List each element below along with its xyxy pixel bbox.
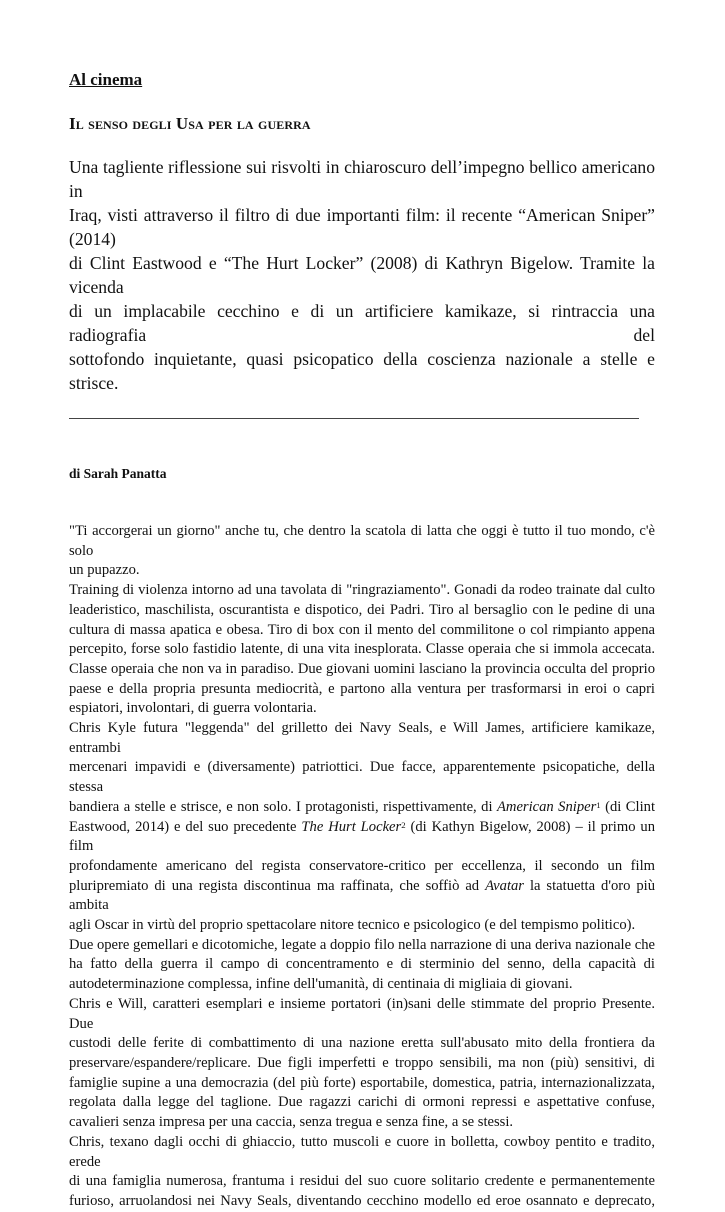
text-segment: Training di violenza intorno ad una tavolata di "ringraziamento". Gonadi da rodeo trainate dal culto [69, 582, 655, 599]
text-segment: sottofondo inquietante, quasi psicopatico della coscienza nazionale a stelle e strisce. [69, 349, 655, 393]
text-segment: un pupazzo. [69, 562, 140, 579]
text-line [69, 680, 655, 700]
text-segment: Classe operaia che non va in paradiso. Due giovani uomini lasciano la provincia occulta del proprio [69, 660, 655, 677]
text-segment: bandiera a stelle e strisce, e non solo. I protagonisti, rispettivamente, di [69, 798, 497, 815]
text-segment: furioso, arruolandosi nei Navy Seals, diventando cecchino modello ed eroe osannato e deprecato, [69, 1192, 655, 1209]
footnote-ref: 1 [596, 800, 601, 811]
text-line [69, 1133, 655, 1172]
footnote-ref: 2 [401, 819, 406, 830]
text-line [69, 522, 655, 561]
text-line [69, 936, 655, 956]
text-line [69, 1093, 655, 1113]
article-abstract [69, 155, 655, 395]
text-line [69, 916, 655, 936]
text-segment: preservare/espandere/replicare. Due figli imperfetti e troppo sensibili, ma non (più) sensitivi, di [69, 1054, 655, 1071]
text-line [69, 1192, 655, 1212]
text-segment: profondamente americano del regista conservatore-critico per eccellenza, il secondo un film [69, 857, 655, 874]
text-segment: Eastwood, 2014) e del suo precedente [69, 818, 302, 835]
text-line [69, 640, 655, 660]
text-segment: di Clint Eastwood e “The Hurt Locker” (2008) di Kathryn Bigelow. Tramite la vicenda [69, 253, 655, 297]
article-headline: Il senso degli Usa per la guerra [69, 114, 311, 133]
text-line [69, 877, 655, 916]
separator-rule [69, 418, 639, 419]
author-byline: di Sarah Panatta [69, 466, 167, 481]
film-title: American Sniper [496, 798, 597, 815]
text-segment: (di Kathyn Bigelow, 2008) – il primo un film [69, 818, 655, 855]
film-title: The Hurt Locker [301, 818, 402, 835]
film-title: Avatar [485, 877, 524, 894]
text-line [69, 818, 655, 857]
text-segment: "Ti accorgerai un giorno" anche tu, che dentro la scatola di latta che oggi è tutto il tuo mondo, c'è solo [69, 523, 655, 559]
text-line [69, 758, 655, 797]
text-segment: Chris, texano dagli occhi di ghiaccio, tutto muscoli e cuore in bolletta, cowboy pentito e tradito, erede [69, 1133, 655, 1170]
text-segment: pluripremiato di una regista discontinua ma raffinata, che soffiò ad [69, 877, 486, 894]
text-segment: Chris e Will, caratteri esemplari e insieme portatori (in)sani delle stimmate del proprio Presente. Due [69, 995, 655, 1032]
text-line [69, 601, 655, 621]
text-line [69, 299, 655, 347]
text-line [69, 719, 655, 758]
text-line [69, 1113, 655, 1133]
text-segment: cavalieri senza impresa per una caccia, senza tregua e senza fine, a se stessi. [69, 1114, 514, 1131]
text-line [69, 1172, 655, 1192]
text-segment: (di Clint [600, 798, 655, 815]
text-line [69, 561, 655, 581]
text-segment: di un implacabile cecchino e di un artificiere kamikaze, si rintraccia una radiografia del [69, 301, 655, 345]
text-line [69, 251, 655, 299]
text-segment: paese e della propria presunta mediocrità, e partono alla ventura per trasformarsi in eroi o capri [69, 680, 655, 697]
text-segment: autodeterminazione complessa, infine dell'umanità, di centinaia di migliaia di giovani. [69, 976, 573, 993]
text-line [69, 347, 655, 395]
text-line [69, 203, 655, 251]
text-line [69, 155, 655, 203]
text-line [69, 975, 655, 995]
text-segment: cultura di massa apatica e obesa. Tiro di box con il mento del commilitone o col rimpianto appena [69, 621, 655, 638]
text-segment: Chris Kyle futura "leggenda" del grilletto dei Navy Seals, e Will James, artificiere kamikaze, entrambi [69, 720, 655, 756]
text-line [69, 1074, 655, 1094]
text-line [69, 1054, 655, 1074]
text-line [69, 955, 655, 975]
article-body [69, 522, 655, 1212]
section-label: Al cinema [69, 70, 143, 89]
text-line [69, 995, 655, 1034]
text-segment: espiatori, involontari, di guerra volontaria. [69, 700, 317, 717]
text-line [69, 621, 655, 641]
text-segment: Una tagliente riflessione sui risvolti in chiaroscuro dell’impegno bellico americano in [69, 157, 655, 201]
text-segment: leaderistico, maschilista, oscurantista e dispotico, dei Padri. Tiro al bersaglio con le pedine di una [69, 601, 655, 618]
text-segment: famiglie supine a una democrazia (del più forte) esportabile, domestica, patria, internazionalizzata, [69, 1074, 655, 1091]
text-segment: la statuetta d'oro più ambita [69, 877, 656, 914]
text-segment: regolata dalla legge del taglione. Due ragazzi carichi di ormoni repressi e aspettative confuse, [69, 1094, 655, 1111]
text-segment: Iraq, visti attraverso il filtro di due importanti film: il recente “American Sniper” (2014) [69, 205, 655, 249]
text-segment: mercenari impavidi e (diversamente) patriottici. Due facce, apparentemente psicopatiche, della stessa [69, 759, 655, 796]
text-line [69, 798, 655, 818]
text-segment: percepito, forse solo fastidio latente, di una vita inesplorata. Classe operaia che si immola accecata. [69, 641, 655, 658]
text-segment: ha fatto della guerra il campo di concentramento e di sterminio del senno, della capacità di [69, 956, 655, 973]
text-line [69, 1034, 655, 1054]
text-line [69, 857, 655, 877]
text-segment: agli Oscar in virtù del proprio spettacolare nitore tecnico e psicologico (e del tempismo politico). [69, 917, 636, 934]
text-line [69, 581, 655, 601]
text-segment: Due opere gemellari e dicotomiche, legate a doppio filo nella narrazione di una deriva nazionale che [69, 936, 655, 953]
text-segment: custodi delle ferite di combattimento di una nazione eretta sull'abusato mito della frontiera da [69, 1035, 655, 1052]
text-line [69, 699, 655, 719]
text-segment: di una famiglia numerosa, frantuma i residui del suo cuore solitario credente e permanentemente [69, 1173, 655, 1190]
text-line [69, 660, 655, 680]
